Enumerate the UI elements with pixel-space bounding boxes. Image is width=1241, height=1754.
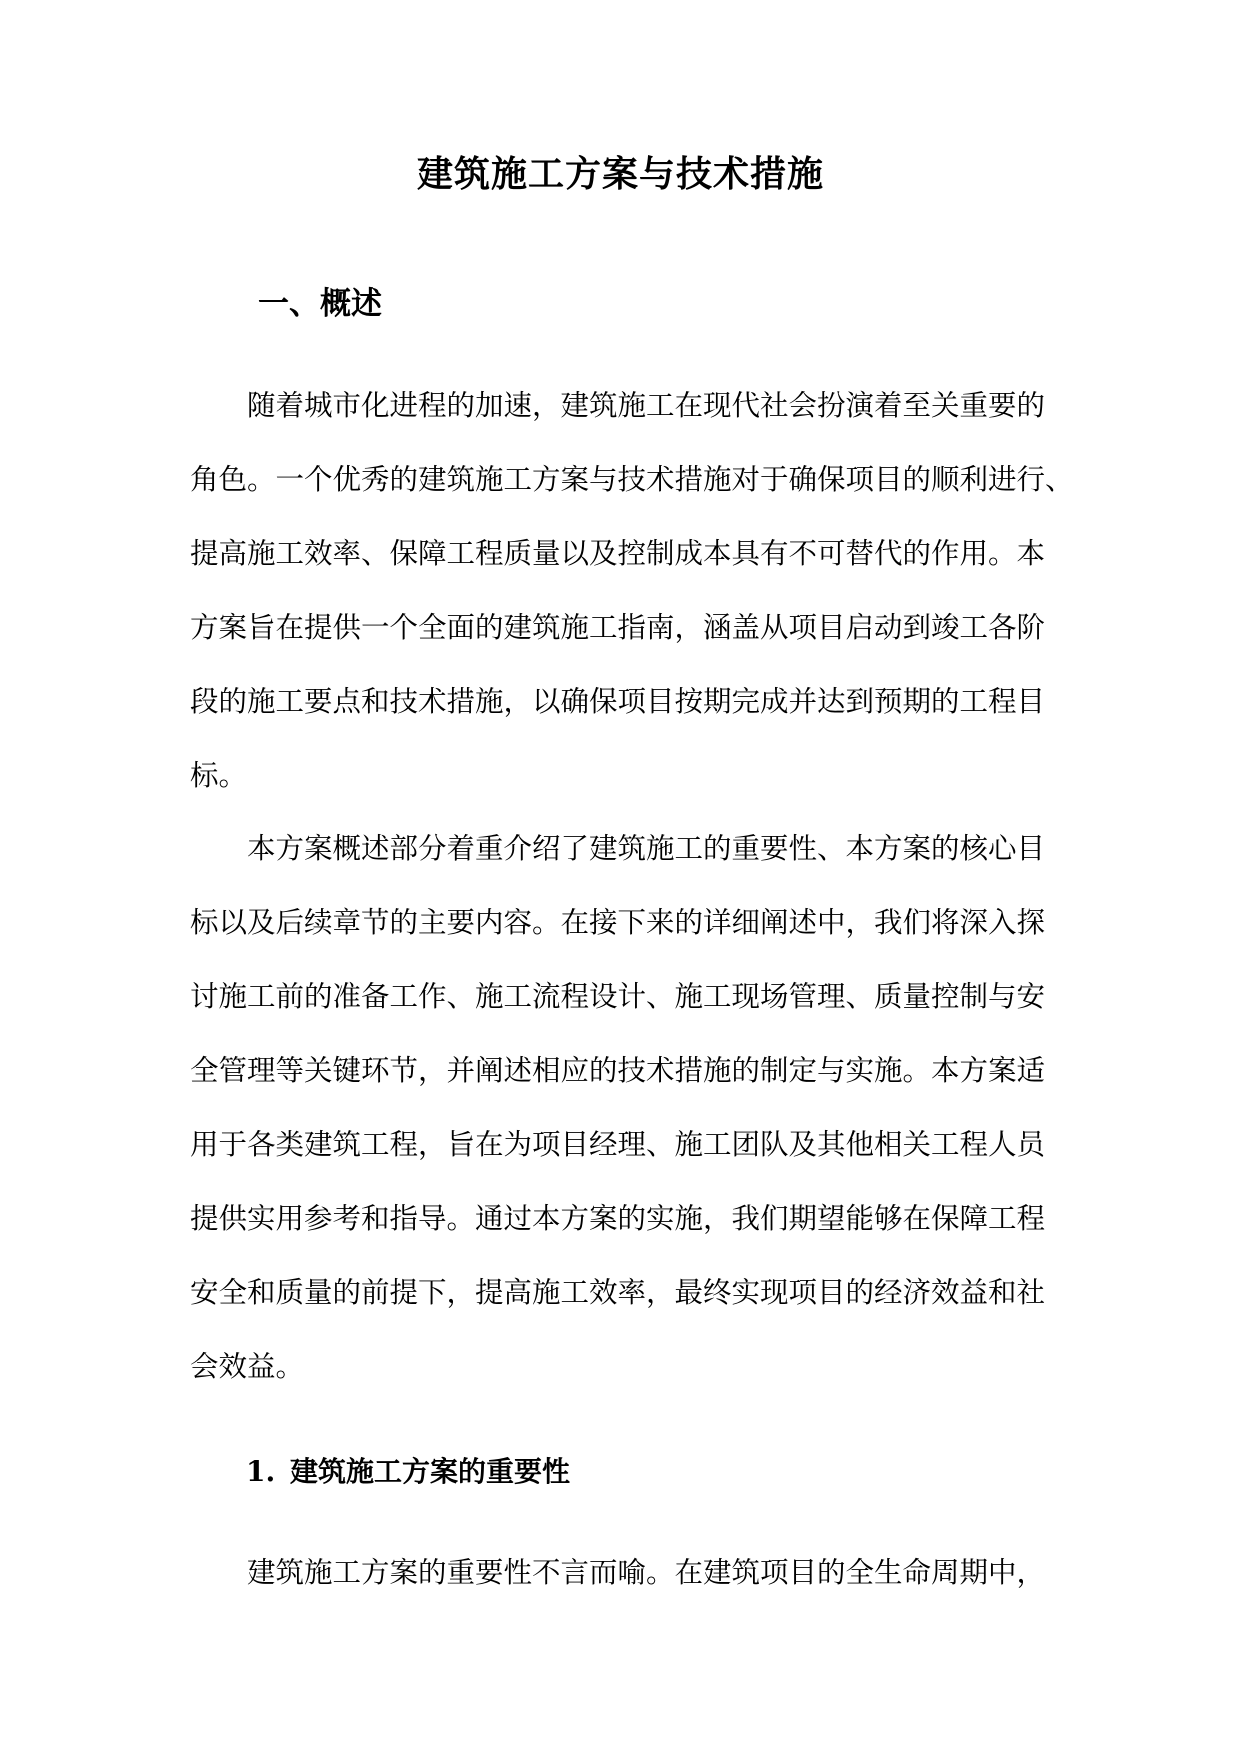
paragraph-line: 会效益。 [190, 1350, 305, 1383]
paragraph-line: 本方案概述部分着重介绍了建筑施工的重要性、本方案的核心目 [247, 832, 1046, 865]
paragraph-line: 建筑施工方案的重要性不言而喻。在建筑项目的全生命周期中， [247, 1556, 1046, 1589]
paragraph-line: 标。 [190, 759, 248, 792]
paragraph-line: 用于各类建筑工程，旨在为项目经理、施工团队及其他相关工程人员 [190, 1128, 1046, 1161]
overview-paragraph-1 [190, 369, 1074, 813]
paragraph-line: 提供实用参考和指导。通过本方案的实施，我们期望能够在保障工程 [190, 1202, 1046, 1235]
paragraph-line: 提高施工效率、保障工程质量以及控制成本具有不可替代的作用。本 [190, 537, 1046, 570]
section-heading-overview: 一、概述 [258, 286, 382, 322]
subsection-title: 建筑施工方案的重要性 [290, 1455, 571, 1488]
importance-paragraph-1 [190, 1536, 1062, 1610]
subsection-number: 1. [246, 1455, 276, 1488]
paragraph-line: 方案旨在提供一个全面的建筑施工指南，涵盖从项目启动到竣工各阶 [190, 611, 1046, 644]
paragraph-line: 段的施工要点和技术措施，以确保项目按期完成并达到预期的工程目 [190, 685, 1046, 718]
document-title: 建筑施工方案与技术措施 [416, 153, 824, 195]
overview-paragraph-2 [190, 812, 1062, 1404]
paragraph-line: 全管理等关键环节，并阐述相应的技术措施的制定与实施。本方案适 [190, 1054, 1046, 1087]
paragraph-line: 安全和质量的前提下，提高施工效率，最终实现项目的经济效益和社 [190, 1276, 1046, 1309]
paragraph-line: 随着城市化进程的加速，建筑施工在现代社会扮演着至关重要的 [247, 389, 1046, 422]
paragraph-line: 标以及后续章节的主要内容。在接下来的详细阐述中，我们将深入探 [190, 906, 1046, 939]
paragraph-line: 角色。一个优秀的建筑施工方案与技术措施对于确保项目的顺利进行、 [190, 463, 1074, 496]
subsection-heading-importance [246, 1452, 570, 1492]
paragraph-line: 讨施工前的准备工作、施工流程设计、施工现场管理、质量控制与安 [190, 980, 1046, 1013]
